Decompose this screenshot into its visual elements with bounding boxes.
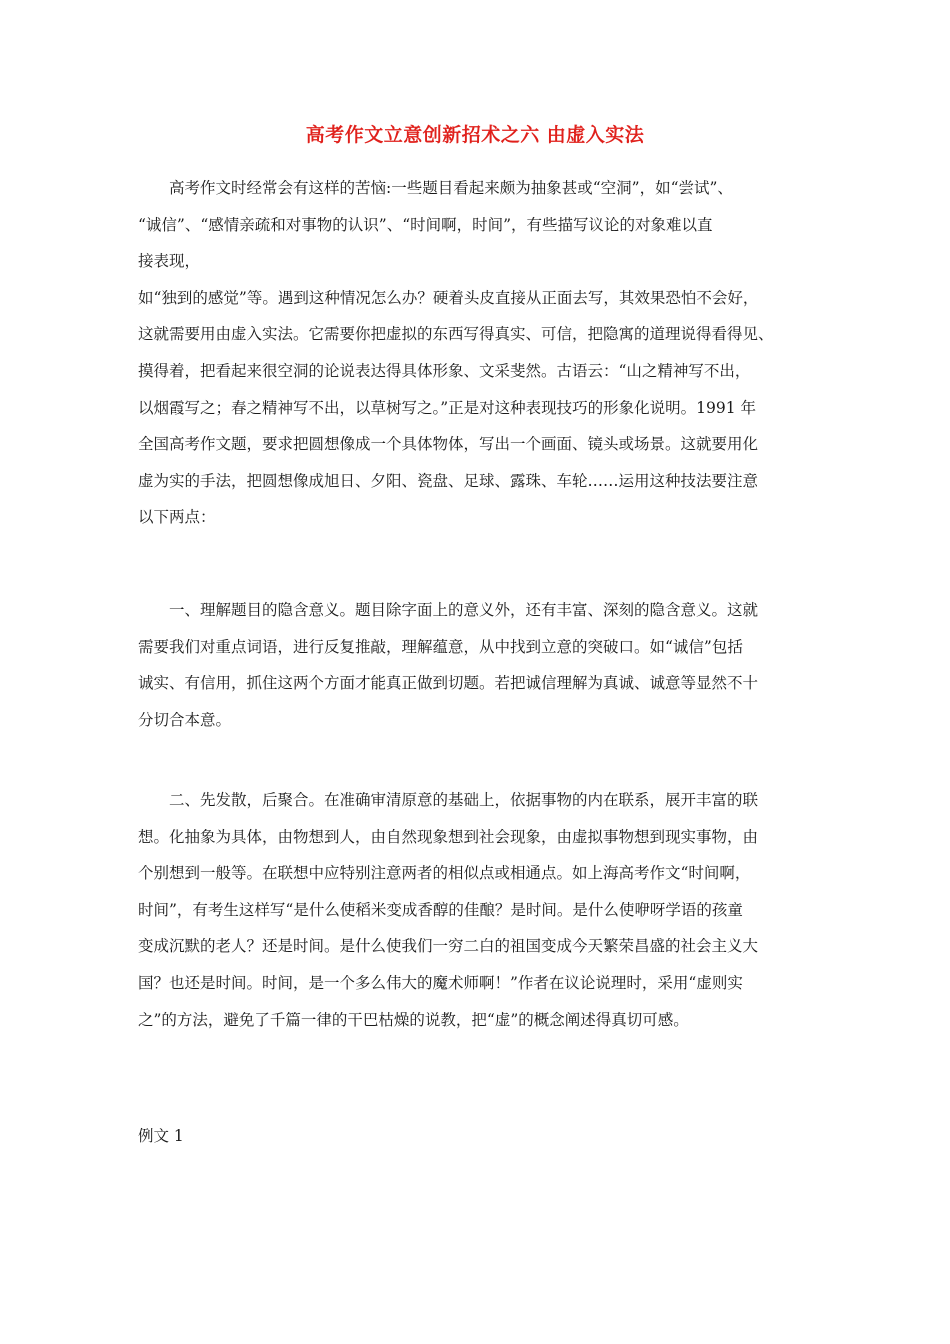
intro-paragraph xyxy=(138,170,814,536)
paragraph-line: 诚实、有信用，抓住这两个方面才能真正做到切题。若把诚信理解为真诚、诚意等显然不十 xyxy=(138,674,759,693)
paragraph-line: 以烟霞写之；春之精神写不出，以草树写之。”正是对这种表现技巧的形象化说明。1991 年 xyxy=(138,398,757,417)
paragraph-line: 国？也还是时间。时间，是一个多么伟大的魔术师啊！”作者在议论说理时，采用“虚则实 xyxy=(138,973,743,992)
paragraph-line: 二、先发散，后聚合。在准确审清原意的基础上，依据事物的内在联系，展开丰富的联 xyxy=(138,791,759,809)
paragraph-line: 想。化抽象为具体，由物想到人，由自然现象想到社会现象，由虚拟事物想到现实事物，由 xyxy=(138,827,759,846)
paragraph-line: 全国高考作文题，要求把圆想像成一个具体物体，写出一个画面、镜头或场景。这就要用化 xyxy=(138,435,759,454)
paragraph-line: 如“独到的感觉”等。遇到这种情况怎么办？硬着头皮直接从正面去写，其效果恐怕不会好， xyxy=(138,288,759,307)
document-title: 高考作文立意创新招术之六 由虚入实法 xyxy=(305,124,645,146)
paragraph-line: 接表现， xyxy=(138,252,201,271)
paragraph-line: 之”的方法，避免了千篇一律的干巴枯燥的说教，把“虚”的概念阐述得真切可感。 xyxy=(138,1010,689,1029)
example-label xyxy=(138,1118,814,1155)
paragraph-line: 这就需要用由虚入实法。它需要你把虚拟的东西写得真实、可信，把隐寓的道理说得看得见、 xyxy=(138,325,774,344)
paragraph-line: 个别想到一般等。在联想中应特别注意两者的相似点或相通点。如上海高考作文“时间啊， xyxy=(138,864,751,883)
paragraph-line: 高考作文时经常会有这样的苦恼:一些题目看起来颇为抽象甚或“空洞”，如“尝试”、 xyxy=(138,179,733,197)
paragraph-line: 分切合本意。 xyxy=(138,710,232,729)
paragraph-line: 时间”，有考生这样写“是什么使稻米变成香醇的佳酿？是时间。是什么使咿呀学语的孩童 xyxy=(138,900,743,919)
paragraph-line: 摸得着，把看起来很空洞的论说表达得具体形象、文采斐然。古语云：“山之精神写不出， xyxy=(138,361,751,380)
point-one-paragraph xyxy=(138,592,814,738)
paragraph-line: 需要我们对重点词语，进行反复推敲，理解蕴意，从中找到立意的突破口。如“诚信”包括 xyxy=(138,637,743,656)
paragraph-line: 一、理解题目的隐含意义。题目除字面上的意义外，还有丰富、深刻的隐含意义。这就 xyxy=(138,601,759,619)
paragraph-line: “诚信”、“感情亲疏和对事物的认识”、“时间啊，时间”，有些描写议论的对象难以直 xyxy=(138,215,713,234)
example-heading: 例文 1 xyxy=(138,1127,184,1145)
paragraph-line: 虚为实的手法，把圆想像成旭日、夕阳、瓷盘、足球、露珠、车轮……运用这种技法要注意 xyxy=(138,471,759,490)
point-two-paragraph xyxy=(138,782,814,1038)
paragraph-line: 变成沉默的老人？还是时间。是什么使我们一穷二白的祖国变成今天繁荣昌盛的社会主义大 xyxy=(138,937,759,956)
paragraph-line: 以下两点： xyxy=(138,508,216,527)
